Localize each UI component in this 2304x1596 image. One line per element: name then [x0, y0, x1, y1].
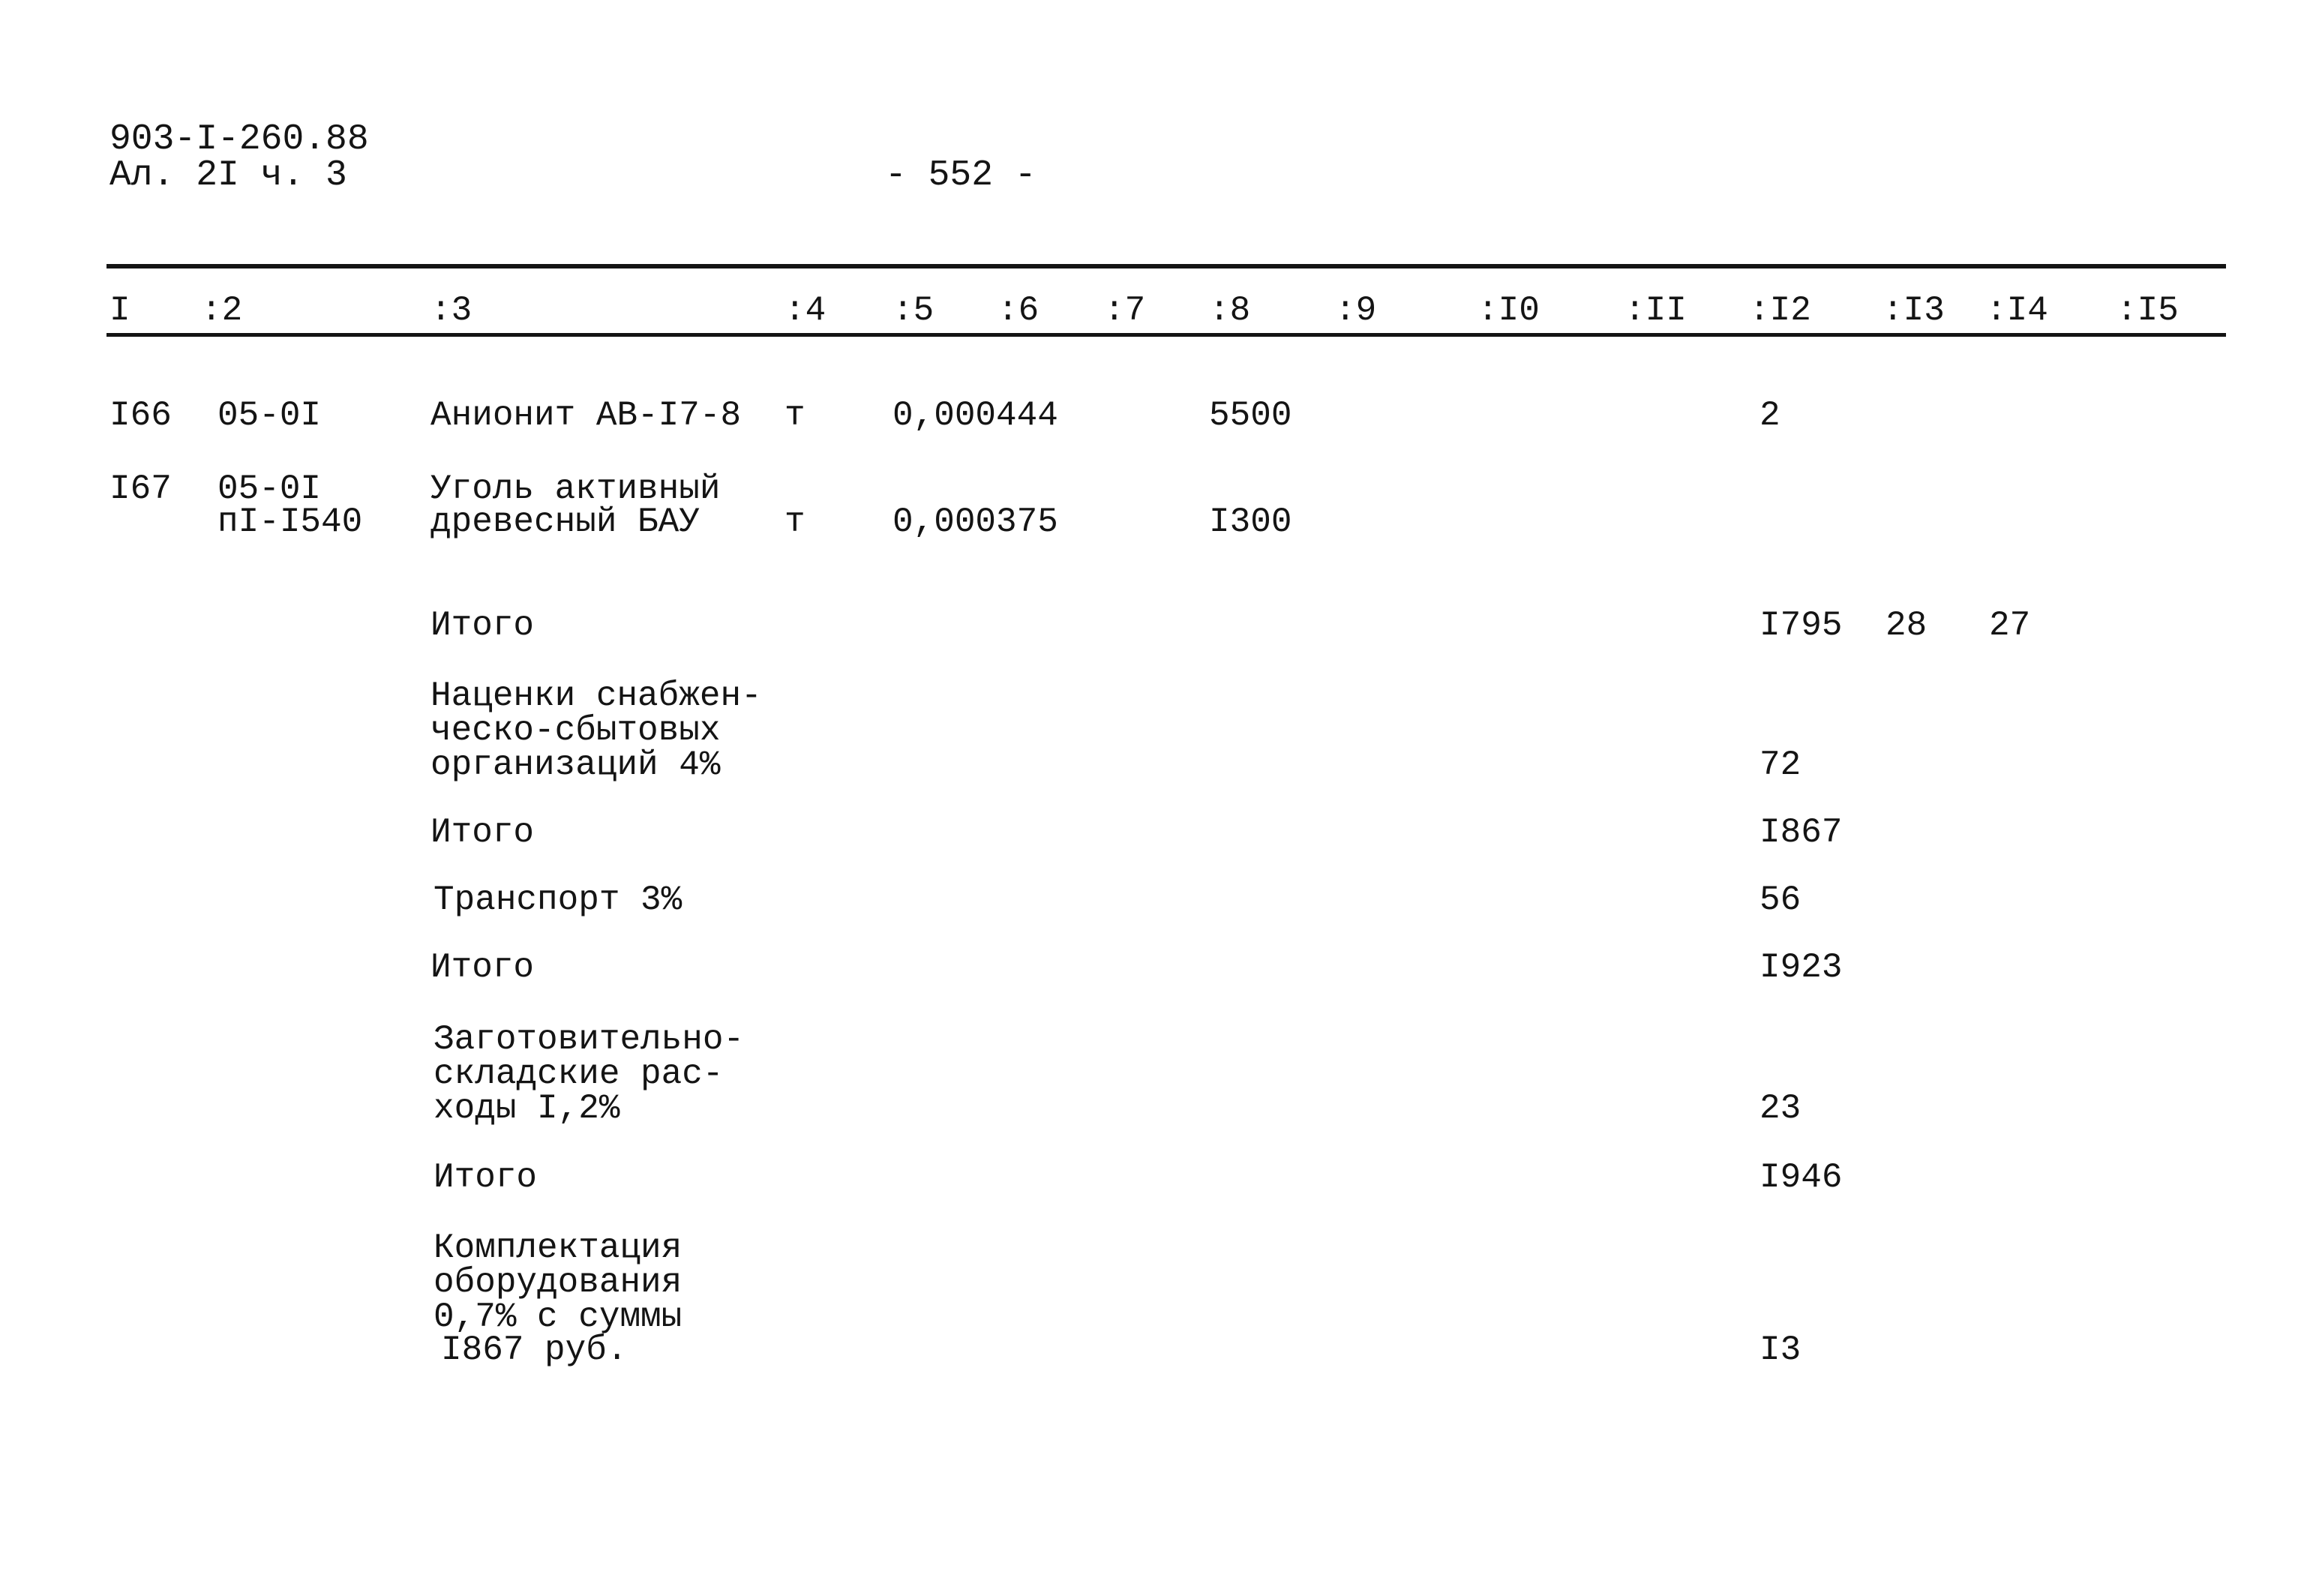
total-col-12: I946 — [1760, 1158, 1843, 1197]
quantity: 0,000444 — [892, 396, 1058, 435]
item-name-cont: древесный БАУ — [430, 502, 700, 542]
summary-label: Итого — [430, 948, 535, 987]
summary-label: Заготовительно- — [434, 1020, 745, 1059]
summary-label-cont: ческо-сбытовых — [430, 711, 721, 750]
column-header-3: :3 — [430, 291, 472, 330]
column-header-11: :II — [1624, 291, 1687, 330]
column-header-10: :I0 — [1478, 291, 1540, 330]
summary-label-cont: ходы I,2% — [434, 1089, 620, 1128]
summary-label-cont: 0,7% с суммы — [434, 1298, 682, 1336]
item-name: Уголь активный — [430, 470, 721, 508]
header-bottom-rule — [106, 333, 2226, 337]
header-top-rule — [106, 264, 2226, 268]
column-header-5: :5 — [892, 291, 934, 330]
summary-label-cont: I867 руб. — [441, 1330, 628, 1370]
summary-label-cont: складские рас- — [434, 1054, 724, 1094]
column-header-2: :2 — [201, 291, 243, 330]
total-col-13: 28 — [1886, 606, 1928, 645]
column-header-6: :6 — [998, 291, 1040, 330]
row-number: I66 — [110, 396, 172, 435]
document-code: 903-I-260.88 — [110, 119, 369, 160]
unit: т — [784, 502, 806, 542]
column-header-12: :I2 — [1749, 291, 1811, 330]
unit-price: I300 — [1209, 502, 1292, 542]
row-number: I67 — [110, 470, 172, 508]
total-col-12: I795 — [1760, 606, 1843, 645]
total-col-12: I867 — [1760, 813, 1843, 852]
column-header-7: :7 — [1104, 291, 1146, 330]
total-col-12: I3 — [1760, 1330, 1802, 1370]
summary-label: Итого — [434, 1158, 538, 1197]
item-code: 05-0I — [218, 470, 322, 508]
column-header-8: :8 — [1209, 291, 1251, 330]
total-col-12: 23 — [1760, 1089, 1802, 1128]
summary-label: Наценки снабжен- — [430, 676, 762, 716]
item-name: Анионит АВ-I7-8 — [430, 396, 742, 435]
summary-label: Итого — [430, 813, 535, 852]
item-code: 05-0I — [218, 396, 322, 435]
column-header-4: :4 — [784, 291, 826, 330]
unit: т — [784, 396, 806, 435]
total-col-14: 27 — [1989, 606, 2031, 645]
sheet-reference: Ал. 2I ч. 3 — [110, 155, 347, 196]
total-col-12: 56 — [1760, 880, 1802, 920]
summary-label: Транспорт 3% — [434, 880, 682, 920]
total-col-12: I923 — [1760, 948, 1843, 987]
column-header-15: :I5 — [2116, 291, 2179, 330]
quantity: 0,000375 — [892, 502, 1058, 542]
column-header-13: :I3 — [1882, 291, 1945, 330]
unit-price: 5500 — [1209, 396, 1292, 435]
total-col-12: 2 — [1760, 396, 1780, 435]
summary-label-cont: оборудования — [434, 1263, 682, 1302]
total-col-12: 72 — [1760, 746, 1802, 784]
column-header-14: :I4 — [1986, 291, 2048, 330]
column-header-9: :9 — [1335, 291, 1377, 330]
page-number: - 552 - — [885, 155, 1036, 196]
item-code-suffix: пI-I540 — [218, 502, 363, 542]
column-header-1: I — [110, 291, 130, 330]
summary-label: Комплектация — [434, 1228, 682, 1268]
summary-label: Итого — [430, 606, 535, 645]
summary-label-cont: организаций 4% — [430, 746, 721, 784]
